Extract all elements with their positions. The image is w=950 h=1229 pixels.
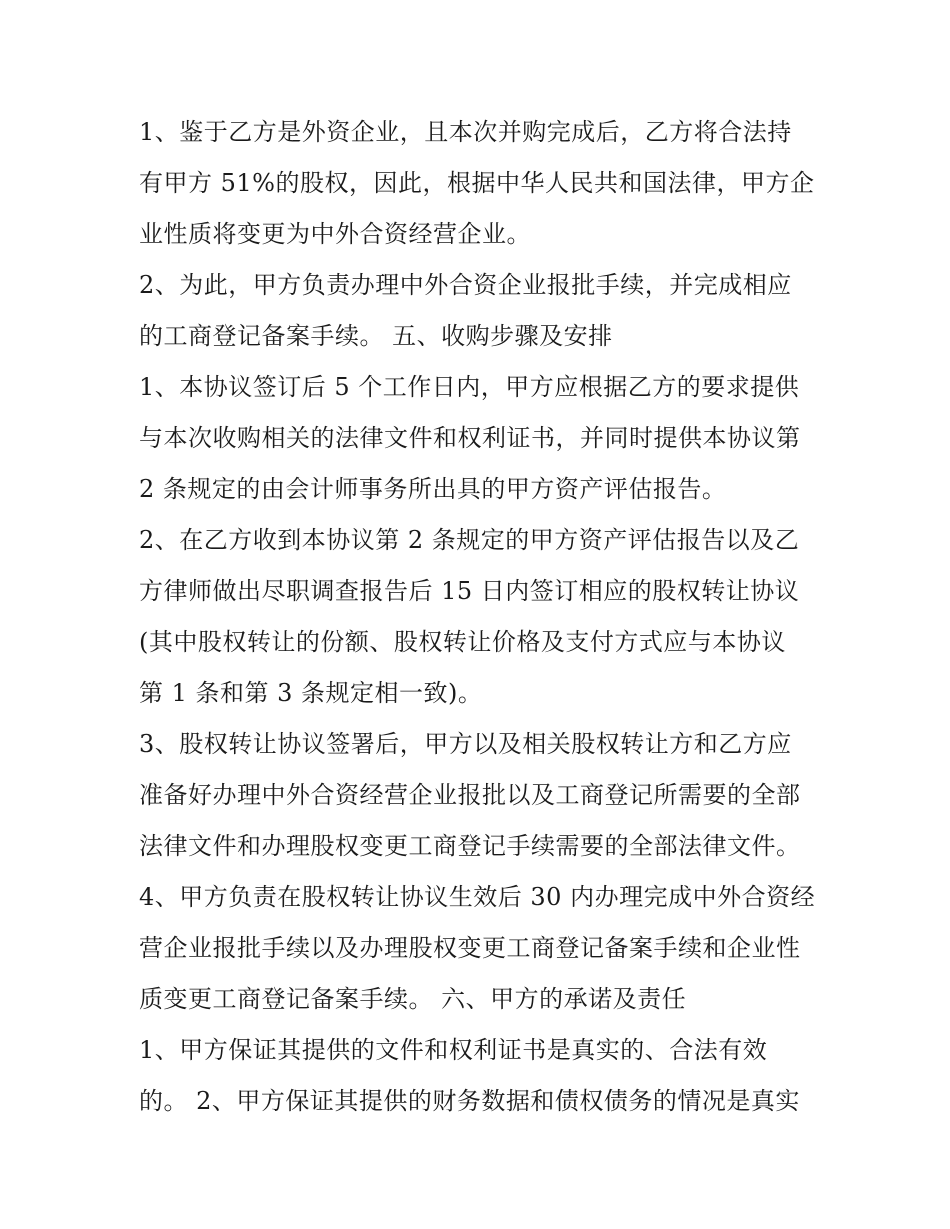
text-line-11: (其中股权转让的份额、股权转让价格及支付方式应与本协议 xyxy=(139,628,786,656)
text-line-19: 1、甲方保证其提供的文件和权利证书是真实的、合法有效 xyxy=(139,1036,768,1064)
text-line-1: 1、鉴于乙方是外资企业，且本次并购完成后，乙方将合法持 xyxy=(139,118,792,146)
text-line-12: 第 1 条和第 3 条规定相一致)。 xyxy=(139,679,483,707)
text-line-20: 的。 2、甲方保证其提供的财务数据和债权债务的情况是真实 xyxy=(139,1087,800,1115)
text-line-15: 法律文件和办理股权变更工商登记手续需要的全部法律文件。 xyxy=(139,832,801,860)
text-line-18: 质变更工商登记备案手续。 六、甲方的承诺及责任 xyxy=(139,985,687,1013)
text-line-3: 业性质将变更为中外合资经营企业。 xyxy=(139,220,531,248)
text-line-9: 2、在乙方收到本协议第 2 条规定的甲方资产评估报告以及乙 xyxy=(139,526,800,554)
text-line-2: 有甲方 51%的股权，因此，根据中华人民共和国法律，甲方企 xyxy=(139,169,815,197)
text-line-5: 的工商登记备案手续。 五、收购步骤及安排 xyxy=(139,322,613,350)
text-line-16: 4、甲方负责在股权转让协议生效后 30 内办理完成中外合资经 xyxy=(139,883,816,911)
text-line-13: 3、股权转让协议签署后，甲方以及相关股权转让方和乙方应 xyxy=(139,730,792,758)
text-line-17: 营企业报批手续以及办理股权变更工商登记备案手续和企业性 xyxy=(139,934,801,962)
text-line-10: 方律师做出尽职调查报告后 15 日内签订相应的股权转让协议 xyxy=(139,577,800,605)
text-line-14: 准备好办理中外合资经营企业报批以及工商登记所需要的全部 xyxy=(139,781,801,809)
text-line-8: 2 条规定的由会计师事务所出具的甲方资产评估报告。 xyxy=(139,475,727,503)
text-line-6: 1、本协议签订后 5 个工作日内，甲方应根据乙方的要求提供 xyxy=(139,373,800,401)
text-line-7: 与本次收购相关的法律文件和权利证书，并同时提供本协议第 xyxy=(139,424,801,452)
document-body xyxy=(139,107,829,1127)
text-line-4: 2、为此，甲方负责办理中外合资企业报批手续，并完成相应 xyxy=(139,271,792,299)
